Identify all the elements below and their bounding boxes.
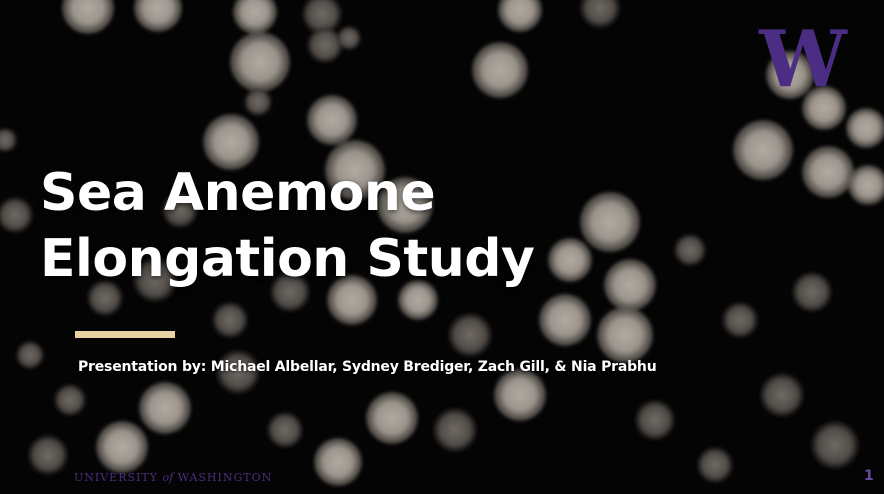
wordmark-of: of xyxy=(162,471,174,484)
slide-title xyxy=(40,160,534,292)
wordmark-washington: WASHINGTON xyxy=(177,471,273,484)
uw-logo-letter: W xyxy=(759,24,847,92)
university-wordmark xyxy=(74,471,272,484)
uw-w-logo-icon xyxy=(752,24,854,92)
wordmark-university: UNIVERSITY xyxy=(74,471,158,484)
title-accent-bar xyxy=(75,331,175,338)
slide-title-line-1: Sea Anemone xyxy=(40,163,436,223)
presenters-subtitle: Presentation by: Michael Albellar, Sydney Brediger, Zach Gill, & Nia Prabhu xyxy=(78,359,657,375)
slide-title-line-2: Elongation Study xyxy=(40,229,535,289)
slide-number: 1 xyxy=(864,468,874,484)
